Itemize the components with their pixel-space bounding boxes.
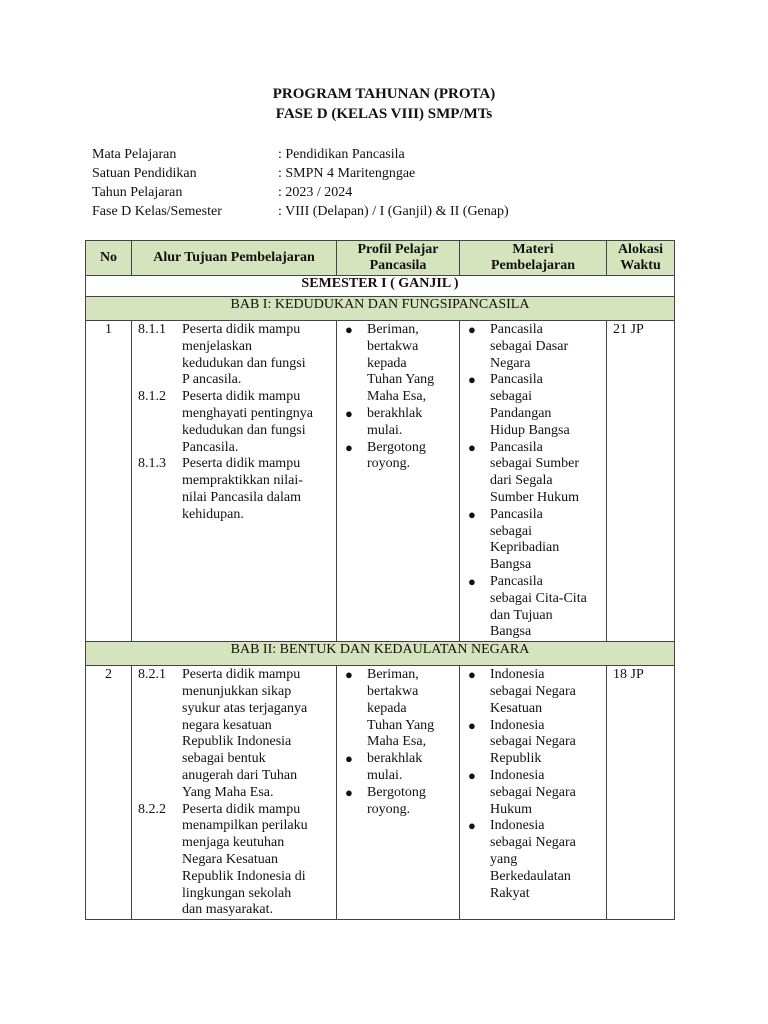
list-line: Kesatuan: [490, 700, 543, 716]
profil-list: [337, 666, 459, 818]
list-line: Republik: [490, 751, 542, 767]
materi-cell: [460, 321, 607, 642]
list-line: Bangsa: [490, 624, 532, 640]
list-line: mulai.: [367, 767, 403, 783]
document-title: PROGRAM TAHUNAN (PROTA): [272, 86, 496, 102]
atp-code: 8.2.1: [138, 667, 166, 683]
row-number: 2: [86, 666, 132, 920]
list-line: Pancasila: [490, 322, 543, 337]
atp-line: Republik Indonesia di: [182, 868, 306, 884]
list-item: [468, 718, 604, 768]
bullet-icon: ●: [468, 573, 476, 589]
atp-item: [138, 802, 332, 920]
header-alokasi: [607, 241, 675, 276]
bab-row: [86, 297, 675, 321]
list-line: Tuhan Yang: [367, 717, 435, 733]
bullet-icon: ●: [468, 717, 476, 733]
list-line: bertakwa: [367, 683, 419, 699]
atp-line: Negara Kesatuan: [182, 851, 279, 867]
bullet-icon: ●: [345, 784, 353, 800]
atp-text: [182, 456, 332, 523]
atp-code: 8.1.2: [138, 389, 166, 405]
list-line: dari Segala: [490, 473, 553, 489]
list-line: Indonesia: [490, 667, 545, 683]
atp-cell: [132, 666, 337, 920]
profil-cell: [337, 666, 460, 920]
list-line: sebagai Negara: [490, 683, 576, 699]
list-item: [345, 785, 457, 819]
list-line: Sumber Hukum: [490, 489, 580, 505]
list-line: yang: [490, 851, 518, 867]
list-line: Negara: [490, 355, 531, 371]
list-line: Hidup Bangsa: [490, 422, 570, 438]
list-line: Bergotong: [367, 439, 426, 455]
header-materi-line1: Materi: [512, 242, 554, 257]
atp-line: Peserta didik mampu: [182, 456, 301, 472]
atp-text: [182, 802, 332, 920]
list-line: Pancasila: [490, 439, 543, 455]
header-alokasi-line2: Waktu: [620, 258, 661, 273]
list-item: [468, 440, 604, 507]
atp-line: lingkungan sekolah: [182, 885, 292, 901]
list-line: berakhlak: [367, 751, 423, 767]
bab-2-title: BAB II: BENTUK DAN KEDAULATAN NEGARA: [86, 642, 675, 666]
atp-line: menjaga keutuhan: [182, 835, 285, 851]
atp-line: menampilkan perilaku: [182, 818, 308, 834]
meta-value: : Pendidikan Pancasila: [278, 147, 405, 162]
atp-line: menjelaskan: [182, 338, 252, 354]
atp-item: [138, 667, 332, 801]
list-line: Bangsa: [490, 557, 532, 573]
header-alokasi-line1: Alokasi: [617, 242, 664, 257]
table-row: [86, 321, 675, 642]
list-line: Beriman,: [367, 322, 419, 337]
atp-text: [182, 322, 332, 389]
atp-line: Peserta didik mampu: [182, 801, 301, 817]
list-item: [468, 507, 604, 574]
meta-value: : VIII (Delapan) / I (Ganjil) & II (Genap): [278, 204, 509, 219]
atp-line: Peserta didik mampu: [182, 667, 301, 683]
semester-row: [86, 276, 675, 297]
profil-list: [337, 321, 459, 473]
list-line: royong.: [367, 456, 411, 472]
bullet-icon: ●: [468, 667, 476, 683]
profil-cell: [337, 321, 460, 642]
list-line: Rakyat: [490, 885, 530, 901]
meta-label: Tahun Pelajaran: [92, 185, 183, 200]
bullet-icon: ●: [345, 667, 353, 683]
atp-item: [138, 322, 332, 389]
list-item: [468, 768, 604, 818]
header-materi: [460, 241, 607, 276]
list-item: [468, 372, 604, 439]
list-line: kepada: [367, 355, 407, 371]
alokasi-cell: 21 JP: [607, 321, 675, 642]
materi-list: [460, 321, 606, 641]
list-line: sebagai Negara: [490, 734, 576, 750]
table-row: [86, 666, 675, 920]
atp-line: dan masyarakat.: [182, 902, 273, 918]
list-line: Kepribadian: [490, 540, 560, 556]
bullet-icon: ●: [345, 405, 353, 421]
bullet-icon: ●: [468, 506, 476, 522]
meta-row-mata-pelajaran: [92, 145, 509, 164]
bullet-icon: ●: [345, 322, 353, 337]
list-item: [468, 322, 604, 372]
list-line: Indonesia: [490, 818, 545, 834]
header-materi-line2: Pembelajaran: [491, 258, 575, 273]
list-item: [468, 818, 604, 902]
header-no: No: [86, 241, 132, 276]
list-line: kepada: [367, 700, 407, 716]
atp-line: Peserta didik mampu: [182, 322, 301, 337]
list-line: Bergotong: [367, 784, 426, 800]
list-line: sebagai Cita-Cita: [490, 590, 587, 606]
list-line: sebagai Negara: [490, 784, 576, 800]
meta-label: Mata Pelajaran: [92, 147, 177, 162]
bullet-icon: ●: [468, 322, 476, 337]
list-line: berakhlak: [367, 405, 423, 421]
atp-line: mempraktikkan nilai-: [182, 473, 303, 489]
atp-code: 8.1.1: [138, 322, 166, 337]
header-profil-line2: Pancasila: [369, 258, 427, 273]
document-subtitle: FASE D (KELAS VIII) SMP/MTs: [275, 106, 493, 122]
bullet-icon: ●: [345, 751, 353, 767]
atp-line: kedudukan dan fungsi: [182, 355, 306, 371]
list-line: Pancasila: [490, 573, 543, 589]
bullet-icon: ●: [468, 372, 476, 388]
list-line: royong.: [367, 801, 411, 817]
header-atp: Alur Tujuan Pembelajaran: [132, 241, 337, 276]
list-item: [468, 667, 604, 717]
meta-value: : 2023 / 2024: [278, 185, 353, 200]
document-meta: [92, 145, 509, 221]
list-item: [345, 751, 457, 785]
semester-title: SEMESTER I ( GANJIL ): [86, 276, 675, 297]
list-item: [345, 667, 457, 751]
atp-line: P ancasila.: [182, 372, 242, 388]
list-line: Indonesia: [490, 767, 545, 783]
list-line: Berkedaulatan: [490, 868, 571, 884]
atp-item: [138, 389, 332, 456]
meta-row-tahun-pelajaran: [92, 183, 509, 202]
atp-text: [182, 389, 332, 456]
bab-1-title: BAB I: KEDUDUKAN DAN FUNGSIPANCASILA: [86, 297, 675, 321]
list-item: [345, 440, 457, 474]
row-number: 1: [86, 321, 132, 642]
list-line: Tuhan Yang: [367, 372, 435, 388]
list-line: mulai.: [367, 422, 403, 438]
header-profil-line1: Profil Pelajar: [357, 242, 439, 257]
list-line: sebagai Dasar: [490, 338, 569, 354]
meta-row-satuan-pendidikan: [92, 164, 509, 183]
atp-line: kehidupan.: [182, 506, 244, 522]
meta-label: Satuan Pendidikan: [92, 166, 197, 181]
list-item: [345, 406, 457, 440]
list-line: dan Tujuan: [490, 607, 553, 623]
bullet-icon: ●: [345, 439, 353, 455]
list-line: Maha Esa,: [367, 389, 427, 405]
bab-row: [86, 642, 675, 666]
list-line: sebagai Sumber: [490, 456, 580, 472]
list-item: [468, 574, 604, 641]
atp-code: 8.1.3: [138, 456, 166, 472]
atp-line: menunjukkan sikap: [182, 683, 292, 699]
list-line: Hukum: [490, 801, 532, 817]
meta-row-fase-kelas-semester: [92, 202, 509, 221]
list-line: Pancasila: [490, 506, 543, 522]
list-line: Maha Esa,: [367, 734, 427, 750]
list-line: sebagai: [490, 523, 532, 539]
atp-cell: [132, 321, 337, 642]
meta-value: : SMPN 4 Maritengngae: [278, 166, 416, 181]
alokasi-cell: 18 JP: [607, 666, 675, 920]
atp-line: Yang Maha Esa.: [182, 784, 274, 800]
atp-line: kedudukan dan fungsi: [182, 422, 306, 438]
list-line: sebagai: [490, 389, 532, 405]
bullet-icon: ●: [468, 818, 476, 834]
table-header-row: [86, 241, 675, 276]
materi-list: [460, 666, 606, 902]
prota-table: [85, 240, 675, 920]
list-line: Pancasila: [490, 372, 543, 388]
header-profil: [337, 241, 460, 276]
atp-line: syukur atas terjaganya: [182, 700, 308, 716]
atp-code: 8.2.2: [138, 801, 166, 817]
atp-line: menghayati pentingnya: [182, 405, 314, 421]
atp-line: sebagai bentuk: [182, 751, 266, 767]
atp-line: Republik Indonesia: [182, 734, 292, 750]
materi-cell: [460, 666, 607, 920]
atp-line: Peserta didik mampu: [182, 389, 301, 405]
atp-line: anugerah dari Tuhan: [182, 767, 298, 783]
list-line: Pandangan: [490, 405, 552, 421]
atp-line: nilai Pancasila dalam: [182, 489, 301, 505]
list-line: bertakwa: [367, 338, 419, 354]
list-line: Beriman,: [367, 667, 419, 683]
list-line: sebagai Negara: [490, 835, 576, 851]
atp-item: [138, 456, 332, 523]
atp-line: Pancasila.: [182, 439, 239, 455]
list-item: [345, 322, 457, 406]
bullet-icon: ●: [468, 767, 476, 783]
atp-line: negara kesatuan: [182, 717, 272, 733]
meta-label: Fase D Kelas/Semester: [92, 204, 222, 219]
bullet-icon: ●: [468, 439, 476, 455]
atp-text: [182, 667, 332, 801]
list-line: Indonesia: [490, 717, 545, 733]
